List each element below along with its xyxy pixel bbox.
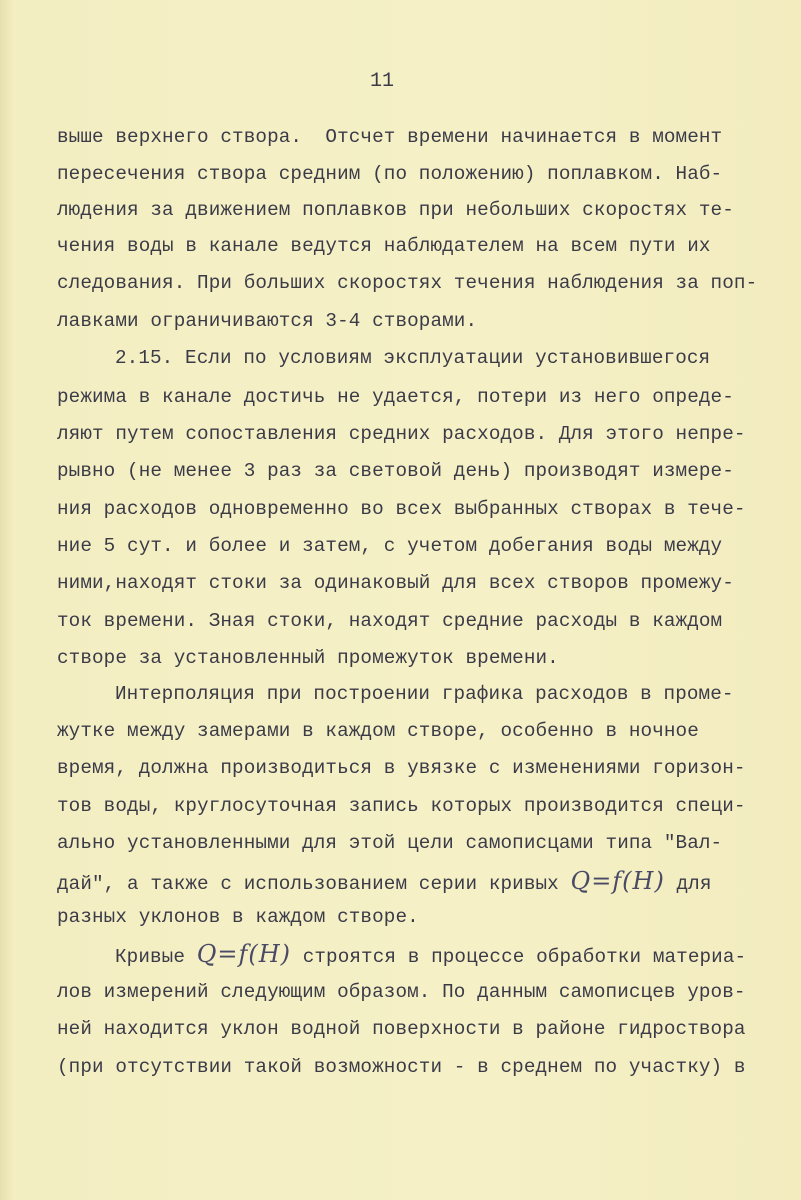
text-line: жутке между замерами в каждом створе, особенно в ночное (57, 720, 699, 742)
text-segment: Кривые (115, 946, 197, 968)
text-line: ально установленными для этой цели самописцами типа "Вал- (57, 832, 723, 854)
text-segment: дай", а также с использованием серии кривых (57, 873, 571, 895)
text-line: лавками ограничиваются 3-4 створами. (57, 310, 478, 332)
text-line: разных уклонов в каждом створе. (57, 906, 419, 928)
text-line: ток времени. Зная стоки, находят средние расходы в каждом (57, 610, 723, 632)
paragraph-interpolation-start: Интерполяция при построении графика расходов в проме- (115, 683, 734, 705)
paragraph-2-15-start: 2.15. Если по условиям эксплуатации установившегося (115, 347, 711, 369)
text-line: ней находится уклон водной поверхности в районе гидроствора (57, 1018, 746, 1040)
text-line: время, должна производиться в увязке с изменениями горизон- (57, 757, 746, 779)
text-line: створе за установленный промежуток времени. (57, 647, 559, 669)
text-line-with-formula (115, 942, 746, 969)
text-line: режима в канале достичь не удается, потери из него опреде- (57, 386, 734, 408)
text-segment: строятся в процессе обработки материа- (291, 946, 747, 968)
text-line: ния расходов одновременно во всех выбранных створах в тече- (57, 498, 746, 520)
text-line: (при отсутствии такой возможности - в среднем по участку) в (57, 1056, 746, 1078)
handwritten-formula: Q=f(H) (196, 940, 292, 968)
text-line: ние 5 сут. и более и затем, с учетом добегания воды между (57, 535, 723, 557)
text-line: ляют путем сопоставления средних расходов. Для этого непре- (57, 423, 746, 445)
page-number: 11 (370, 70, 395, 93)
text-line-with-formula (57, 869, 712, 896)
text-line: тов воды, круглосуточная запись которых производится специ- (57, 795, 746, 817)
handwritten-formula: Q=f(H) (570, 867, 665, 895)
text-line: чения воды в канале ведутся наблюдателем на всем пути их (57, 235, 711, 257)
text-line: лов измерений следующим образом. По данным самописцев уров- (57, 981, 746, 1003)
text-line: ними,находят стоки за одинаковый для всех створов промежу- (57, 572, 734, 594)
text-line: выше верхнего створа. Отсчет времени начинается в момент (57, 126, 723, 148)
text-line: пересечения створа средним (по положению) поплавком. Наб- (57, 163, 723, 185)
text-line: людения за движением поплавков при небольших скоростях те- (57, 199, 734, 221)
text-line: рывно (не менее 3 раз за световой день) производят измере- (57, 460, 734, 482)
text-line: следования. При больших скоростях течения наблюдения за поп- (57, 272, 758, 294)
text-segment: для (664, 873, 712, 895)
